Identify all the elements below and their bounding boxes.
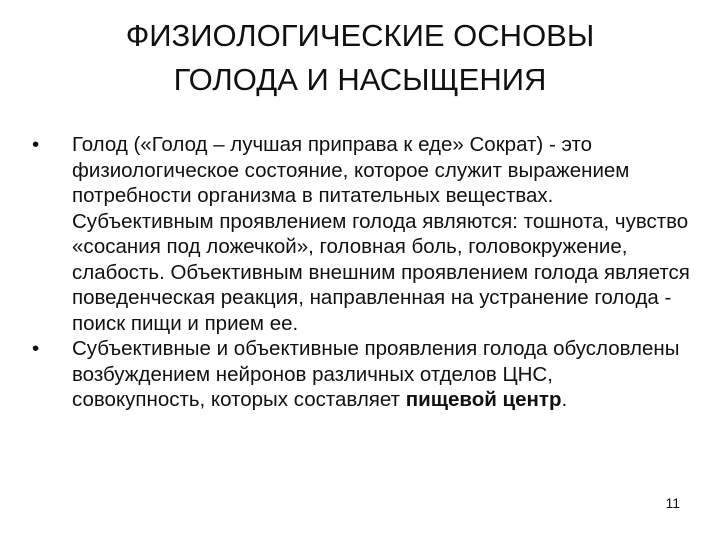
slide-content <box>30 132 690 413</box>
slide-title <box>60 14 660 102</box>
food-center-emphasis: пищевой центр <box>405 388 562 411</box>
bullet-text-food-center-before: Субъективные и объективные проявления голода обусловлены возбуждением нейронов различных отделов ЦНС, совокупность, которых составляет <box>72 337 680 411</box>
bullet-text-hunger-definition: Голод («Голод – лучшая приправа к еде» Сократ) - это физиологическое состояние, которое служит выражением потребности организма в питательных веществах. Субъективным проявлением голода являются: тошнота, чувство «сосания под ложечкой», головная боль, головокружение, слабость. Объективным внешним проявлением голода является поведенческая реакция, направленная на устранение голода - поиск пищи и прием ее. <box>72 133 690 335</box>
bullet-icon: • <box>32 133 40 156</box>
bullet-icon: • <box>32 337 40 360</box>
bullet-text-food-center-after: . <box>561 388 568 411</box>
title-line-2: ГОЛОДА И НАСЫЩЕНИЯ <box>173 62 547 97</box>
page-number: 11 <box>665 495 680 511</box>
title-line-1: ФИЗИОЛОГИЧЕСКИЕ ОСНОВЫ <box>125 18 595 53</box>
bullet-item-food-center <box>30 336 690 413</box>
bullet-item-hunger-definition <box>30 132 690 336</box>
